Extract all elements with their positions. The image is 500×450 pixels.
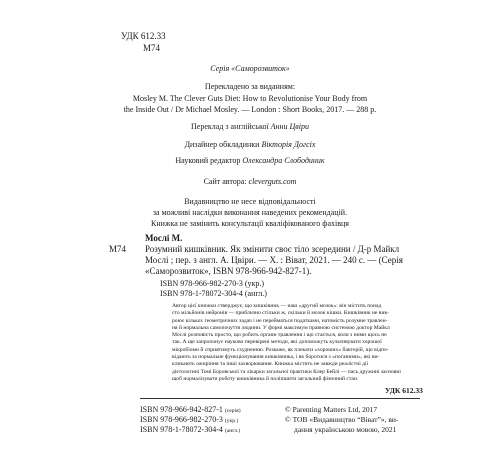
translator-name: Анни Цвіри [270,122,309,131]
bib-line: «Саморозвиток», ISBN 978-966-942-827-1). [145,266,312,276]
isbn-note: (англ.) [224,428,241,434]
isbn-row [140,415,238,425]
isbn-number: ISBN 978-966-942-827-1 [140,405,223,414]
isbn-row [140,405,241,415]
isbn-note: (серія) [224,408,241,414]
copyright-line: дання українською мовою, 2021 [294,425,397,434]
translated-from-label: Перекладено за виданням: [204,82,296,91]
isbn-row [140,425,240,435]
bbk-code: М74 [143,43,161,53]
credit-prefix: Науковий редактор [175,156,243,165]
annotation-line: відають за нормальне функціонування кишківника, і як боротися з «поганими», які ви- [172,354,380,361]
credit-prefix: Дизайнер обкладинки [184,140,262,149]
site-url: cleverguts.com [248,177,297,186]
annotation-line: мікробіоми й сприятимуть схудненню. Розкаже, як плекати «хороших» бактерій, що відпо- [172,346,389,353]
bib-line: Мослі ; пер. з англ. А. Цвіри. — Х. : Віват, 2021. — 240 с. — (Серія [145,255,403,265]
disclaimer-line: за можливі наслідки виконання наведених рекомендацій. [152,208,348,217]
original-edition-line: the Inside Out / Dr Michael Mosley. — London : Short Books, 2017. — 288 p. [123,105,377,114]
original-edition-line: Mosley M. The Clever Guts Diet: How to Revolutionise Your Body from [132,94,368,103]
designer-credit [0,140,500,150]
site-prefix: Сайт автора: [203,177,249,186]
annotation-line: дієтологині Томі Боровської та лікарки загальної практики Клер Бейлі — пась дружині засновні [172,368,401,375]
annotation-line: ня й нормальна самопочуття людини. У формі максимум правною системою доктор Майкл [172,324,390,331]
udk-code: УДК 612.33 [121,31,166,41]
annotation [172,303,419,383]
isbn-line: ISBN 978-1-78072-304-4 (англ.) [160,289,267,298]
credit-prefix: Переклад з англійської [191,122,271,131]
series-label: Серія «Саморозвиток» [210,64,290,73]
copyright-line: © ТОВ «Видавництво “Віват”», ви- [285,415,399,424]
annotation-line: рoює кількох геометричних задач і не перейматься податками, натомість розумне травлен- [172,317,388,324]
isbn-number: ISBN 978-1-78072-304-4 [140,425,223,434]
annotation-line: Автор цієї книжки стверджує, що кишківник — наш «другий мозок»: він містить понад [172,303,382,309]
editor-name: Олександра Слободиник [242,156,325,165]
disclaimer-line: Видавництво не несе відповідальності [184,197,316,206]
annotation-line: Мослі розповість просто, що робить органи травлення і що стається, коли з ними щось не [172,332,387,339]
author-heading: Мослі М. [145,233,183,243]
divider [140,398,420,399]
annotation-line: сто мільйонів нейронів — приблизно стільки ж, скільки й мозок кішки. Кишківник не вик- [172,310,390,317]
editor-credit [0,156,500,166]
author-site [0,177,500,187]
bib-line: Розумний кишківник. Як змінити своє тіло зсередини / Д-р Майкл [145,244,400,254]
annotation-line: щоб нормалізувати роботу кишківника й поліпшити загальний фізичний стан. [172,375,359,382]
isbn-number: ISBN 978-966-982-270-3 [140,415,223,424]
translator-credit [0,122,500,132]
copyright-line: © Parenting Matters Ltd, 2017 [285,405,378,414]
udk-bottom: УДК 612.33 [385,386,423,395]
isbn-note: (укр.) [224,418,239,424]
designer-name: Вікторія Догсіх [261,140,316,149]
disclaimer-line: Книжка не замінить консультації кваліфікованого фахівця [151,219,349,228]
annotation-line: кликають ожиріння та інші захворювання. Книжка містить не завжди реалістні дії [172,361,369,368]
isbn-line: ISBN 978-966-982-270-3 (укр.) [160,279,265,288]
annotation-line: так. А ще запропонує науково перевірені методи, які допоможуть культивувати хорошої [172,339,382,346]
bib-code: М74 [109,244,127,254]
